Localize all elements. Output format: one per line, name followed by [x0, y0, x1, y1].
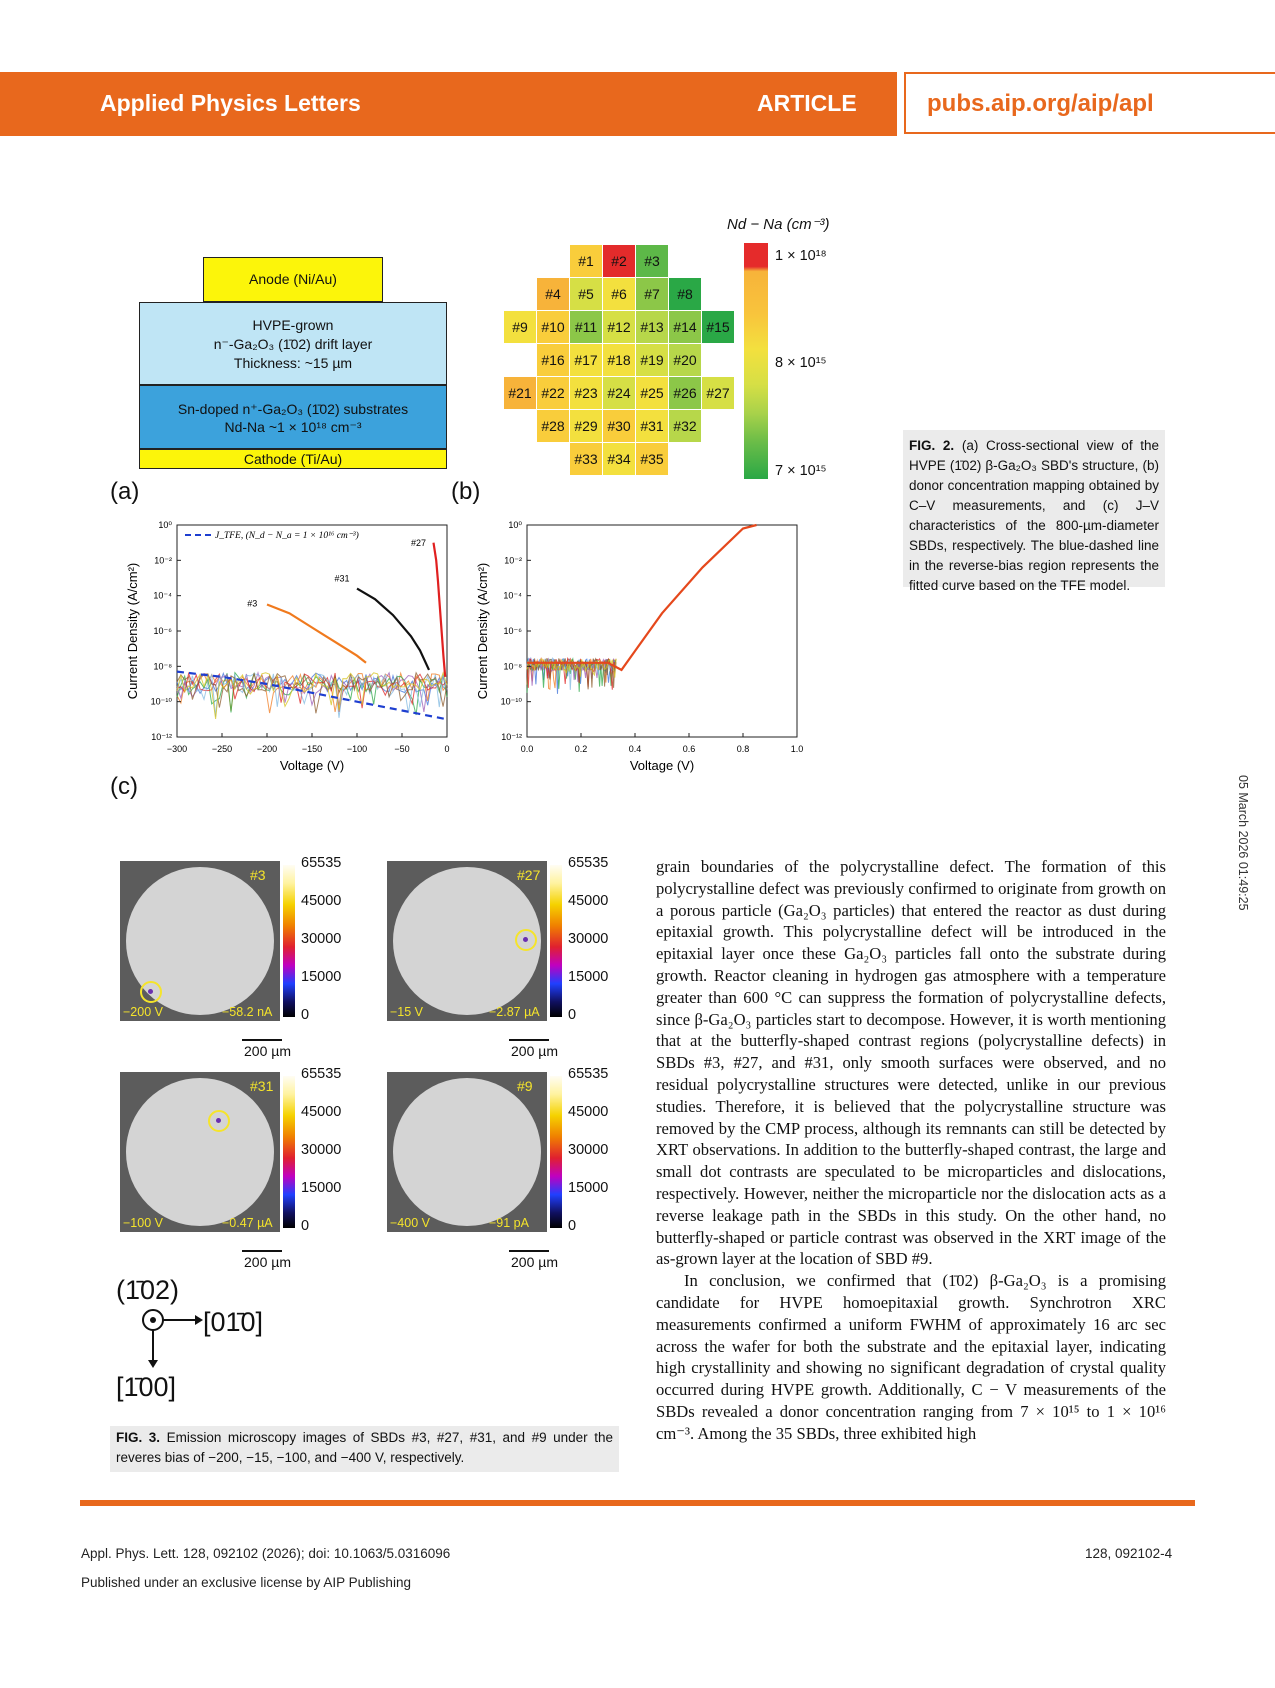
y-tick-label: 10⁻²: [504, 555, 522, 566]
jv-forward-chart: [475, 515, 815, 780]
footer-citation: Appl. Phys. Lett. 128, 092102 (2026); doi: 10.1063/5.0316096: [81, 1546, 451, 1561]
colorbar-value: 15000: [301, 969, 342, 985]
x-tick-label: 0.2: [574, 744, 588, 754]
hotspot-dot: [523, 937, 528, 942]
scale-bar-label: 200 µm: [244, 1043, 291, 1059]
colorbar-value: 15000: [301, 1180, 342, 1196]
sbd-cell: #16: [537, 344, 569, 376]
sbd-cell: #14: [669, 311, 701, 343]
x-tick-label: 0.6: [682, 744, 696, 754]
footer-page: 128, 092102-4: [1085, 1546, 1173, 1561]
colorbar-value: 0: [301, 1218, 310, 1234]
sbd-cell: #15: [702, 311, 734, 343]
x-tick-label: 0.4: [628, 744, 642, 754]
sbd-cell: #33: [570, 443, 602, 475]
sbd-cell: #3: [636, 245, 668, 277]
sbd-cell: #10: [537, 311, 569, 343]
x-tick-label: 0: [444, 744, 450, 754]
sbd-cell: #6: [603, 278, 635, 310]
leak-current-label: −2.87 µA: [489, 1005, 540, 1019]
sbd-id-label: #31: [250, 1078, 274, 1094]
colorbar-value: 30000: [301, 931, 342, 947]
x-tick-label: 1.0: [790, 744, 804, 754]
sbd-cell: #27: [702, 377, 734, 409]
x-tick-label: −250: [211, 744, 233, 754]
axis-down-label: [1̄00]: [116, 1372, 177, 1402]
scale-bar: [509, 1039, 549, 1041]
leak-current-label: −91 pA: [489, 1216, 529, 1230]
plot-frame: [527, 525, 797, 737]
sbd-cell: #25: [636, 377, 668, 409]
sbd-cell: #17: [570, 344, 602, 376]
x-tick-label: −200: [256, 744, 278, 754]
section-label: ARTICLE: [757, 90, 857, 116]
sbd-cell: #35: [636, 443, 668, 475]
colorbar-tick-min: 7 × 10¹⁵: [775, 463, 827, 479]
journal-title: Applied Physics Letters: [100, 90, 361, 116]
y-tick-label: 10⁰: [158, 520, 172, 530]
colorbar-value: 15000: [568, 969, 609, 985]
jv-reverse-chart: [125, 515, 465, 780]
sbd-cell: #26: [669, 377, 701, 409]
y-tick-label: 10⁻¹²: [501, 732, 522, 742]
fig2-caption: FIG. 2. (a) Cross-sectional view of the HVPE (1̄02) β-Ga₂O₃ SBD's structure, (b) donor concentration mapping obtained by C–V measurements, and (c) J–V characteristics of the 800-µm-diameter SBDs, respectively. The blue-dashed line in the reverse-bias region represents the fitted curve based on the TFE model.: [903, 430, 1165, 587]
x-axis-label: Voltage (V): [629, 758, 695, 773]
body-paragraph-1: grain boundaries of the polycrystalline defect. The formation of this polycrystalline defect was previously confirmed to originate from growth on a porous particle (Ga₂O₃ particles) that entered the reactor as dust during epitaxial growth. This polycrystalline defect will be introduced in the epitaxial layer once these Ga₂O₃ particles fall onto the substrate during growth. Reactor cleaning in hydrogen gas atmosphere with a temperature greater than 600 °C can suppress the formation of polycrystalline defects, since β-Ga₂O₃ particles start to decompose. However, it is worth mentioning that at the butterfly-shaped contrast regions (polycrystalline defects) in SBDs #3, #27, and #31, only smooth surfaces were observed, and no residual polycrystalline structures were detected, unlike in our previous studies. Therefore, it is believed that the polycrystalline structure was removed by the CMP process, although its remnants can still be detected by XRT observations. In addition to the butterfly-shaped contrast, the large and small dot contrasts are speculated to be microparticles and dislocations, respectively. However, neither the microparticle nor the dislocation acts as a reverse leakage path in the SBDs in this study. On the other hand, no butterfly-shaped or particle contrast was observed in the XRT image of the as-grown layer at the location of SBD #9.: [656, 857, 1166, 1269]
bias-voltage-label: −100 V: [123, 1216, 163, 1230]
scale-bar-label: 200 µm: [244, 1254, 291, 1270]
y-tick-label: 10⁻¹⁰: [500, 696, 522, 707]
colorbar-value: 65535: [568, 855, 609, 871]
legend-text: J_TFE, (N_d − N_a = 1 × 10¹⁶ cm⁻³): [215, 531, 359, 541]
colorbar-value: 65535: [568, 1066, 609, 1082]
colorbar-value: 0: [568, 1007, 577, 1023]
sbd-cell: #19: [636, 344, 668, 376]
colorbar-tick-max: 1 × 10¹⁸: [775, 248, 827, 264]
x-tick-label: −150: [301, 744, 323, 754]
drift-layer: HVPE-grown n⁻-Ga₂O₃ (1̄02) drift layer Thickness: ~15 µm: [139, 302, 447, 385]
colorbar-value: 0: [301, 1007, 310, 1023]
sbd-cell: #28: [537, 410, 569, 442]
scale-bar: [242, 1250, 282, 1252]
footer-rule: [80, 1500, 1195, 1506]
sbd-id-label: #27: [517, 867, 541, 883]
series-line: [527, 525, 757, 670]
y-tick-label: 10⁻¹⁰: [150, 696, 172, 707]
leak-current-label: −0.47 µA: [222, 1216, 273, 1230]
sbd-cell: #34: [603, 443, 635, 475]
scale-bar: [242, 1039, 282, 1041]
x-axis-label: Voltage (V): [279, 758, 345, 773]
annotation-27: #27: [411, 538, 427, 549]
cathode-layer: Cathode (Ti/Au): [139, 449, 447, 469]
intensity-colorbar: [283, 1076, 295, 1228]
colorbar-value: 45000: [568, 893, 609, 909]
annotation-31: #31: [334, 573, 350, 584]
series-line: [267, 605, 366, 663]
y-tick-label: 10⁻⁸: [503, 661, 522, 672]
sbd-cell: #1: [570, 245, 602, 277]
sbd-cell: #12: [603, 311, 635, 343]
sbd-cell: #23: [570, 377, 602, 409]
sbd-cell: #29: [570, 410, 602, 442]
axis-right-label: [01̄0]: [203, 1307, 264, 1337]
sbd-cell: #21: [504, 377, 536, 409]
colorbar-value: 65535: [301, 1066, 342, 1082]
colorbar-value: 0: [568, 1218, 577, 1234]
colorbar-title: Nd − Na (cm⁻³): [727, 216, 830, 233]
colorbar-value: 45000: [301, 1104, 342, 1120]
colorbar-value: 45000: [568, 1104, 609, 1120]
footer-license: Published under an exclusive license by AIP Publishing: [81, 1575, 411, 1590]
download-timestamp: 05 March 2026 01:49:25: [1236, 775, 1250, 911]
sbd-cell: #30: [603, 410, 635, 442]
axis-plane-label: (1̄02): [116, 1275, 180, 1305]
x-tick-label: 0.0: [520, 744, 534, 754]
x-tick-label: −300: [166, 744, 188, 754]
sbd-cell: #4: [537, 278, 569, 310]
scale-bar-label: 200 µm: [511, 1254, 558, 1270]
device-disk: [126, 1078, 274, 1226]
journal-url-link[interactable]: pubs.aip.org/aip/apl: [927, 90, 1154, 117]
conc-colorbar: [744, 243, 768, 479]
bias-voltage-label: −200 V: [123, 1005, 163, 1019]
bias-voltage-label: −15 V: [390, 1005, 424, 1019]
x-tick-label: −50: [394, 744, 410, 754]
intensity-colorbar: [550, 1076, 562, 1228]
colorbar-value: 30000: [568, 1142, 609, 1158]
scale-bar: [509, 1250, 549, 1252]
colorbar-value: 45000: [301, 893, 342, 909]
substrate-layer: Sn-doped n⁺-Ga₂O₃ (1̄02) substrates Nd-Na ~1 × 10¹⁸ cm⁻³: [139, 385, 447, 449]
panel-label-c: (c): [110, 773, 138, 800]
y-tick-label: 10⁻⁸: [153, 661, 172, 672]
x-tick-label: 0.8: [736, 744, 750, 754]
sbd-cell: #31: [636, 410, 668, 442]
sbd-id-label: #3: [250, 867, 266, 883]
y-tick-label: 10⁻⁶: [153, 626, 172, 636]
colorbar-value: 30000: [301, 1142, 342, 1158]
y-axis-label: Current Density (A/cm²): [475, 562, 490, 700]
sbd-cell: #7: [636, 278, 668, 310]
panel-label-a: (a): [110, 478, 140, 505]
y-tick-label: 10⁻²: [154, 555, 172, 566]
device-disk: [393, 1078, 541, 1226]
sbd-id-label: #9: [517, 1078, 533, 1094]
colorbar-value: 15000: [568, 1180, 609, 1196]
y-tick-label: 10⁻⁴: [153, 590, 172, 601]
bias-voltage-label: −400 V: [390, 1216, 430, 1230]
intensity-colorbar: [550, 865, 562, 1017]
y-axis-label: Current Density (A/cm²): [125, 562, 140, 700]
sbd-cell: #9: [504, 311, 536, 343]
hotspot-dot: [216, 1118, 221, 1123]
article-body: [656, 856, 1166, 1445]
sbd-cell: #24: [603, 377, 635, 409]
sbd-cell: #22: [537, 377, 569, 409]
sbd-cell: #8: [669, 278, 701, 310]
y-tick-label: 10⁻⁶: [503, 626, 522, 636]
colorbar-tick-mid: 8 × 10¹⁵: [775, 355, 827, 371]
sbd-cell: #18: [603, 344, 635, 376]
colorbar-value: 65535: [301, 855, 342, 871]
panel-label-b: (b): [451, 478, 481, 505]
body-paragraph-2: In conclusion, we confirmed that (1̄02) β-Ga₂O₃ is a promising candidate for HVPE homoepitaxial growth. Synchrotron XRC measurements confirmed a uniform FWHM of approximately 16 arc sec across the wafer for both the substrate and the epitaxial layer, indicating high crystallinity and showing no significant degradation of crystal quality occurred during HVPE growth. Additionally, C − V measurements of the SBDs revealed a donor concentration ranging from 7 × 10¹⁵ to 1 × 10¹⁶ cm⁻³. Among the 35 SBDs, three exhibited high: [656, 1271, 1166, 1443]
hotspot-dot: [148, 989, 153, 994]
y-tick-label: 10⁰: [508, 520, 522, 530]
sbd-cell: #5: [570, 278, 602, 310]
series-line: [434, 543, 446, 677]
sbd-cell: #11: [570, 311, 602, 343]
y-tick-label: 10⁻¹²: [151, 732, 172, 742]
sbd-cell: #13: [636, 311, 668, 343]
sbd-cell: #20: [669, 344, 701, 376]
series-line: [357, 589, 429, 670]
x-tick-label: −100: [346, 744, 368, 754]
y-tick-label: 10⁻⁴: [503, 590, 522, 601]
anode-layer: Anode (Ni/Au): [203, 257, 383, 302]
scale-bar-label: 200 µm: [511, 1043, 558, 1059]
sbd-cell: #32: [669, 410, 701, 442]
sbd-cell: #2: [603, 245, 635, 277]
leak-current-label: −58.2 nA: [222, 1005, 273, 1019]
intensity-colorbar: [283, 865, 295, 1017]
colorbar-value: 30000: [568, 931, 609, 947]
annotation-3: #3: [247, 598, 258, 609]
fig3-caption: FIG. 3. Emission microscopy images of SBDs #3, #27, #31, and #9 under the reveres bias of −200, −15, −100, and −400 V, respectively.: [110, 1426, 619, 1472]
